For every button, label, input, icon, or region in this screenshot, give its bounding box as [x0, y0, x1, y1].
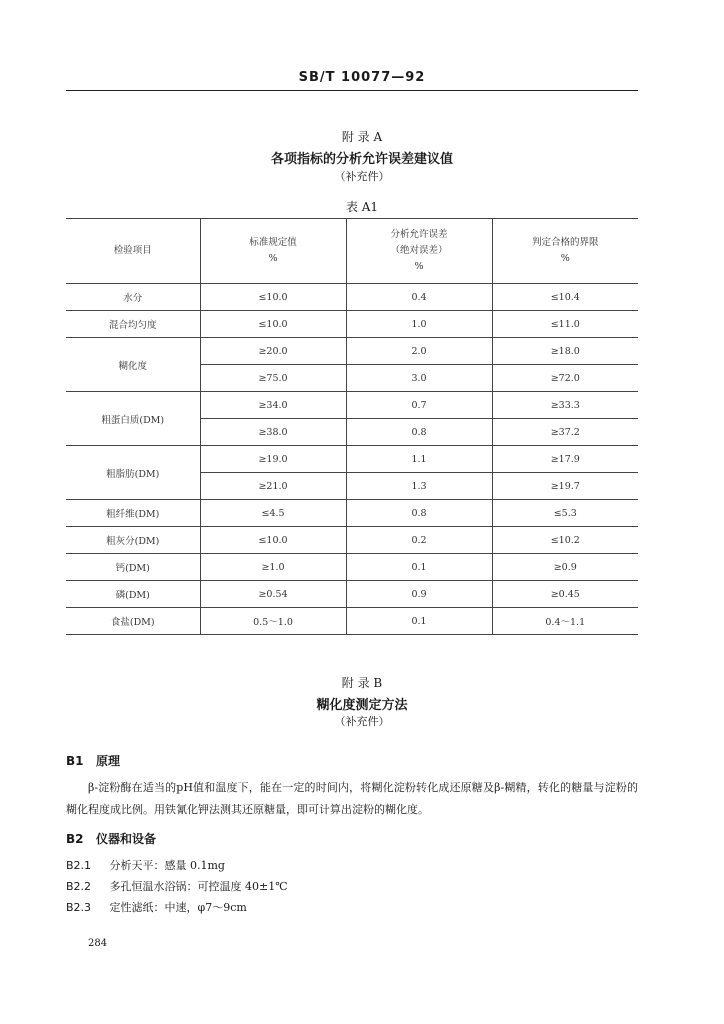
header-line: （绝对误差） — [390, 245, 448, 256]
item-text: 多孔恒温水浴锅：可控温度 40±1℃ — [109, 880, 288, 893]
cell-item: 水分 — [66, 284, 200, 311]
cell-item: 粗蛋白质(DM) — [66, 392, 200, 446]
cell-limit: ≥18.0 — [492, 338, 638, 365]
cell-error: 0.8 — [346, 500, 492, 527]
cell-error: 2.0 — [346, 338, 492, 365]
cell-spec: ≤10.0 — [200, 284, 346, 311]
cell-error: 0.9 — [346, 581, 492, 608]
table-row — [66, 338, 638, 365]
table-row — [66, 608, 638, 635]
section-b1-heading — [66, 752, 120, 769]
col-header-error — [346, 219, 492, 284]
col-header-item — [66, 219, 200, 284]
header-line: % — [560, 253, 570, 264]
table-row — [66, 527, 638, 554]
cell-error: 3.0 — [346, 365, 492, 392]
header-line: 分析允许误差 — [390, 229, 448, 240]
header-line: % — [414, 261, 424, 272]
list-item — [66, 899, 247, 915]
cell-error: 0.2 — [346, 527, 492, 554]
section-number: B2 — [66, 832, 84, 846]
cell-spec: ≥75.0 — [200, 365, 346, 392]
cell-spec: ≥19.0 — [200, 446, 346, 473]
appendix-a-label: 附 录 A — [341, 130, 383, 144]
cell-limit: ≥0.45 — [492, 581, 638, 608]
principle-paragraph: β-淀粉酶在适当的pH值和温度下，能在一定的时间内，将糊化淀粉转化成还原糖及β-糊精，转化的糖量与淀粉的糊化程度成比例。用铁氰化钾法测其还原糖量，即可计算出淀粉的糊化度。 — [66, 781, 638, 816]
table-row — [66, 581, 638, 608]
list-item — [66, 857, 225, 873]
cell-limit: ≤5.3 — [492, 500, 638, 527]
section-title: 原理 — [96, 754, 121, 768]
cell-limit: ≥72.0 — [492, 365, 638, 392]
cell-error: 0.1 — [346, 608, 492, 635]
cell-error: 1.3 — [346, 473, 492, 500]
cell-item: 食盐(DM) — [66, 608, 200, 635]
item-number: B2.2 — [66, 880, 92, 893]
item-text: 定性滤纸：中速，φ7～9cm — [109, 901, 247, 914]
list-item — [66, 878, 288, 894]
cell-spec: ≥0.54 — [200, 581, 346, 608]
table-row — [66, 554, 638, 581]
cell-spec: ≤10.0 — [200, 527, 346, 554]
cell-spec: ≤10.0 — [200, 311, 346, 338]
section-b2-heading — [66, 830, 156, 847]
table-row — [66, 284, 638, 311]
section-number: B1 — [66, 754, 84, 768]
page-number: 284 — [88, 938, 108, 949]
cell-error: 0.1 — [346, 554, 492, 581]
cell-item: 粗纤维(DM) — [66, 500, 200, 527]
cell-spec: ≥1.0 — [200, 554, 346, 581]
cell-item: 粗脂肪(DM) — [66, 446, 200, 500]
item-number: B2.1 — [66, 859, 92, 872]
header-line: % — [268, 253, 278, 264]
cell-limit: ≥33.3 — [492, 392, 638, 419]
table-row — [66, 392, 638, 419]
appendix-b-note: （补充件） — [334, 715, 390, 728]
cell-item: 糊化度 — [66, 338, 200, 392]
cell-spec: ≥20.0 — [200, 338, 346, 365]
cell-limit: ≤10.4 — [492, 284, 638, 311]
table-row — [66, 446, 638, 473]
cell-error: 0.8 — [346, 419, 492, 446]
section-title: 仪器和设备 — [96, 832, 157, 846]
col-header-limit — [492, 219, 638, 284]
cell-limit: ≤11.0 — [492, 311, 638, 338]
appendix-b-title: 糊化度测定方法 — [316, 698, 408, 713]
header-line: 判定合格的界限 — [531, 237, 599, 248]
cell-error: 1.1 — [346, 446, 492, 473]
col-header-spec — [200, 219, 346, 284]
cell-spec: ≤4.5 — [200, 500, 346, 527]
appendix-a-note: （补充件） — [334, 170, 390, 183]
cell-item: 钙(DM) — [66, 554, 200, 581]
cell-spec: 0.5～1.0 — [200, 608, 346, 635]
cell-spec: ≥21.0 — [200, 473, 346, 500]
cell-limit: ≤10.2 — [492, 527, 638, 554]
cell-item: 磷(DM) — [66, 581, 200, 608]
header-rule — [66, 90, 638, 91]
appendix-a-title: 各项指标的分析允许误差建议值 — [270, 152, 453, 167]
header-line: 标准规定值 — [249, 237, 297, 248]
cell-spec: ≥38.0 — [200, 419, 346, 446]
appendix-b-label: 附 录 B — [341, 676, 383, 690]
table-row — [66, 311, 638, 338]
cell-spec: ≥34.0 — [200, 392, 346, 419]
cell-error: 1.0 — [346, 311, 492, 338]
table-row — [66, 500, 638, 527]
cell-limit: 0.4～1.1 — [492, 608, 638, 635]
cell-error: 0.4 — [346, 284, 492, 311]
cell-error: 0.7 — [346, 392, 492, 419]
table-header-row — [66, 219, 638, 284]
cell-limit: ≥37.2 — [492, 419, 638, 446]
header-line: 检验项目 — [113, 245, 152, 256]
cell-limit: ≥0.9 — [492, 554, 638, 581]
cell-item: 混合均匀度 — [66, 311, 200, 338]
standard-number: SB/T 10077—92 — [298, 70, 426, 85]
item-number: B2.3 — [66, 901, 92, 914]
cell-item: 粗灰分(DM) — [66, 527, 200, 554]
cell-limit: ≥19.7 — [492, 473, 638, 500]
item-text: 分析天平：感量 0.1mg — [109, 859, 225, 872]
table-caption: 表 A1 — [345, 200, 379, 214]
cell-limit: ≥17.9 — [492, 446, 638, 473]
tolerance-table — [66, 218, 638, 635]
